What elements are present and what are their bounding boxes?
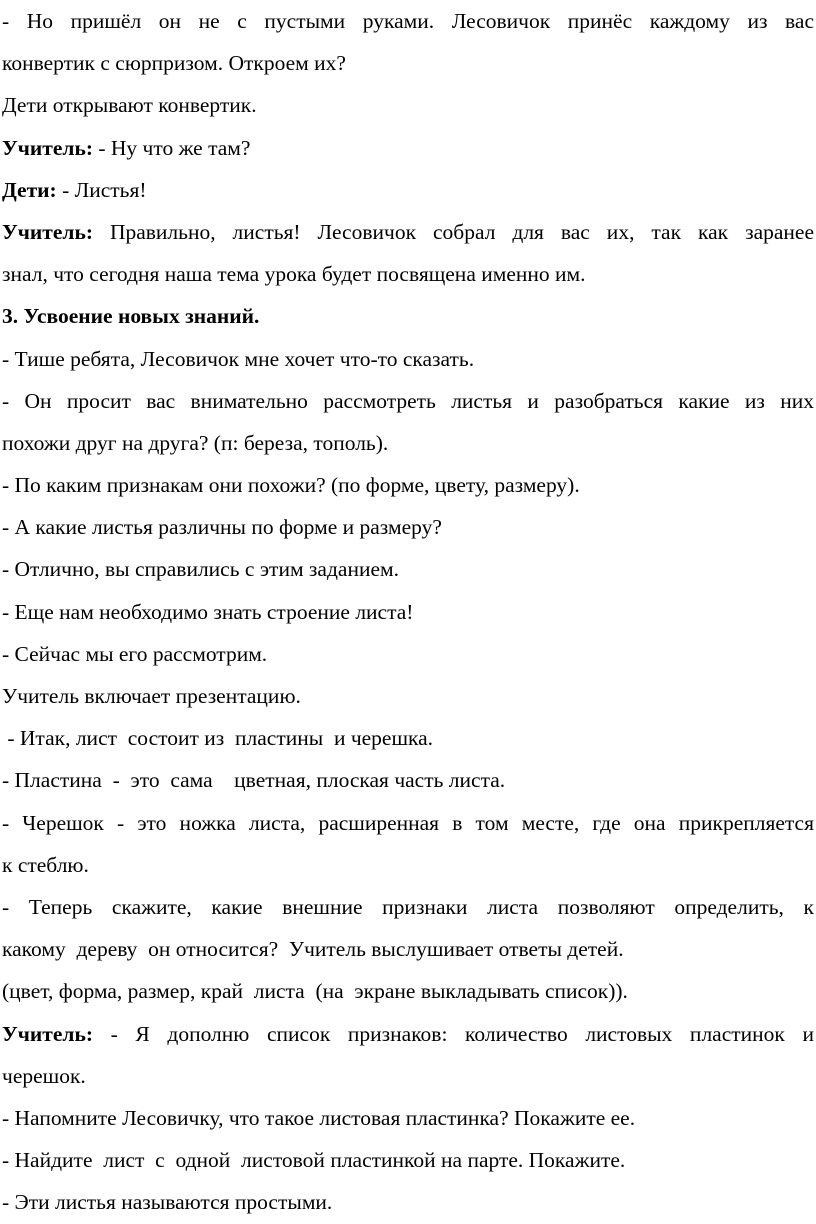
text-line: черешок. [2, 1063, 86, 1088]
text-line: - Итак, лист состоит из пластины и черешка. [2, 726, 434, 751]
text-line: знал, что сегодня наша тема урока будет посвящена именно им. [2, 262, 586, 287]
speaker-label: Дети: [2, 177, 57, 202]
text-line: - По каким признакам они похожи? (по форме, цвету, размеру). [2, 473, 580, 498]
text-line: - Найдите лист с одной листовой пластинкой на парте. Покажите. [2, 1148, 626, 1173]
speaker-label: Учитель: [2, 135, 93, 160]
text-line: - Пластина - это сама цветная, плоская часть листа. [2, 768, 506, 793]
text-line: - Но пришёл он не с пустыми руками. Лесовичок принёс каждому из вас [2, 9, 814, 33]
text-line: какому дереву он относится? Учитель выслушивает ответы детей. [2, 937, 624, 962]
text-line: - А какие листья различны по форме и размеру? [2, 515, 442, 540]
speech-text: - Я дополню список признаков: количество листовых пластинок и [93, 1021, 814, 1046]
text-line: - Эти листья называются простыми. [2, 1190, 333, 1215]
text-line: - Еще нам необходимо знать строение листа! [2, 599, 414, 624]
text-line: (цвет, форма, размер, край листа (на экране выкладывать список)). [2, 979, 628, 1004]
text-line: похожи друг на друга? (п: береза, тополь). [2, 430, 389, 455]
speaker-label: Учитель: [2, 1021, 93, 1046]
text-line: - Тише ребята, Лесовичок мне хочет что-то сказать. [2, 346, 475, 371]
section-heading: 3. Усвоение новых знаний. [2, 304, 260, 329]
text-line: Учитель включает презентацию. [2, 684, 301, 708]
dialogue-line [2, 169, 816, 211]
speech-text: - Ну что же там? [93, 135, 251, 160]
text-line: - Черешок - это ножка листа, расширенная в том месте, где она прикрепляется [2, 810, 814, 835]
dialogue-line [2, 127, 816, 169]
speaker-label: Учитель: [2, 219, 93, 244]
text-line: Дети открывают конвертик. [2, 93, 257, 118]
dialogue-line [2, 211, 814, 253]
speech-text: Правильно, листья! Лесовичок собрал для вас их, так как заранее [93, 219, 814, 244]
text-line: - Он просит вас внимательно рассмотреть листья и разобраться какие из них [2, 388, 814, 413]
text-line: - Сейчас мы его рассмотрим. [2, 641, 268, 666]
text-line: - Теперь скажите, какие внешние признаки листа позволяют определить, к [2, 894, 814, 919]
dialogue-line [2, 1013, 814, 1055]
text-line: к стеблю. [2, 852, 89, 877]
speech-text: - Листья! [56, 177, 147, 202]
text-line: - Напомните Лесовичку, что такое листовая пластинка? Покажите ее. [2, 1105, 636, 1130]
text-line: конвертик с сюрпризом. Откроем их? [2, 51, 346, 76]
text-line: - Отлично, вы справились с этим заданием. [2, 557, 399, 582]
